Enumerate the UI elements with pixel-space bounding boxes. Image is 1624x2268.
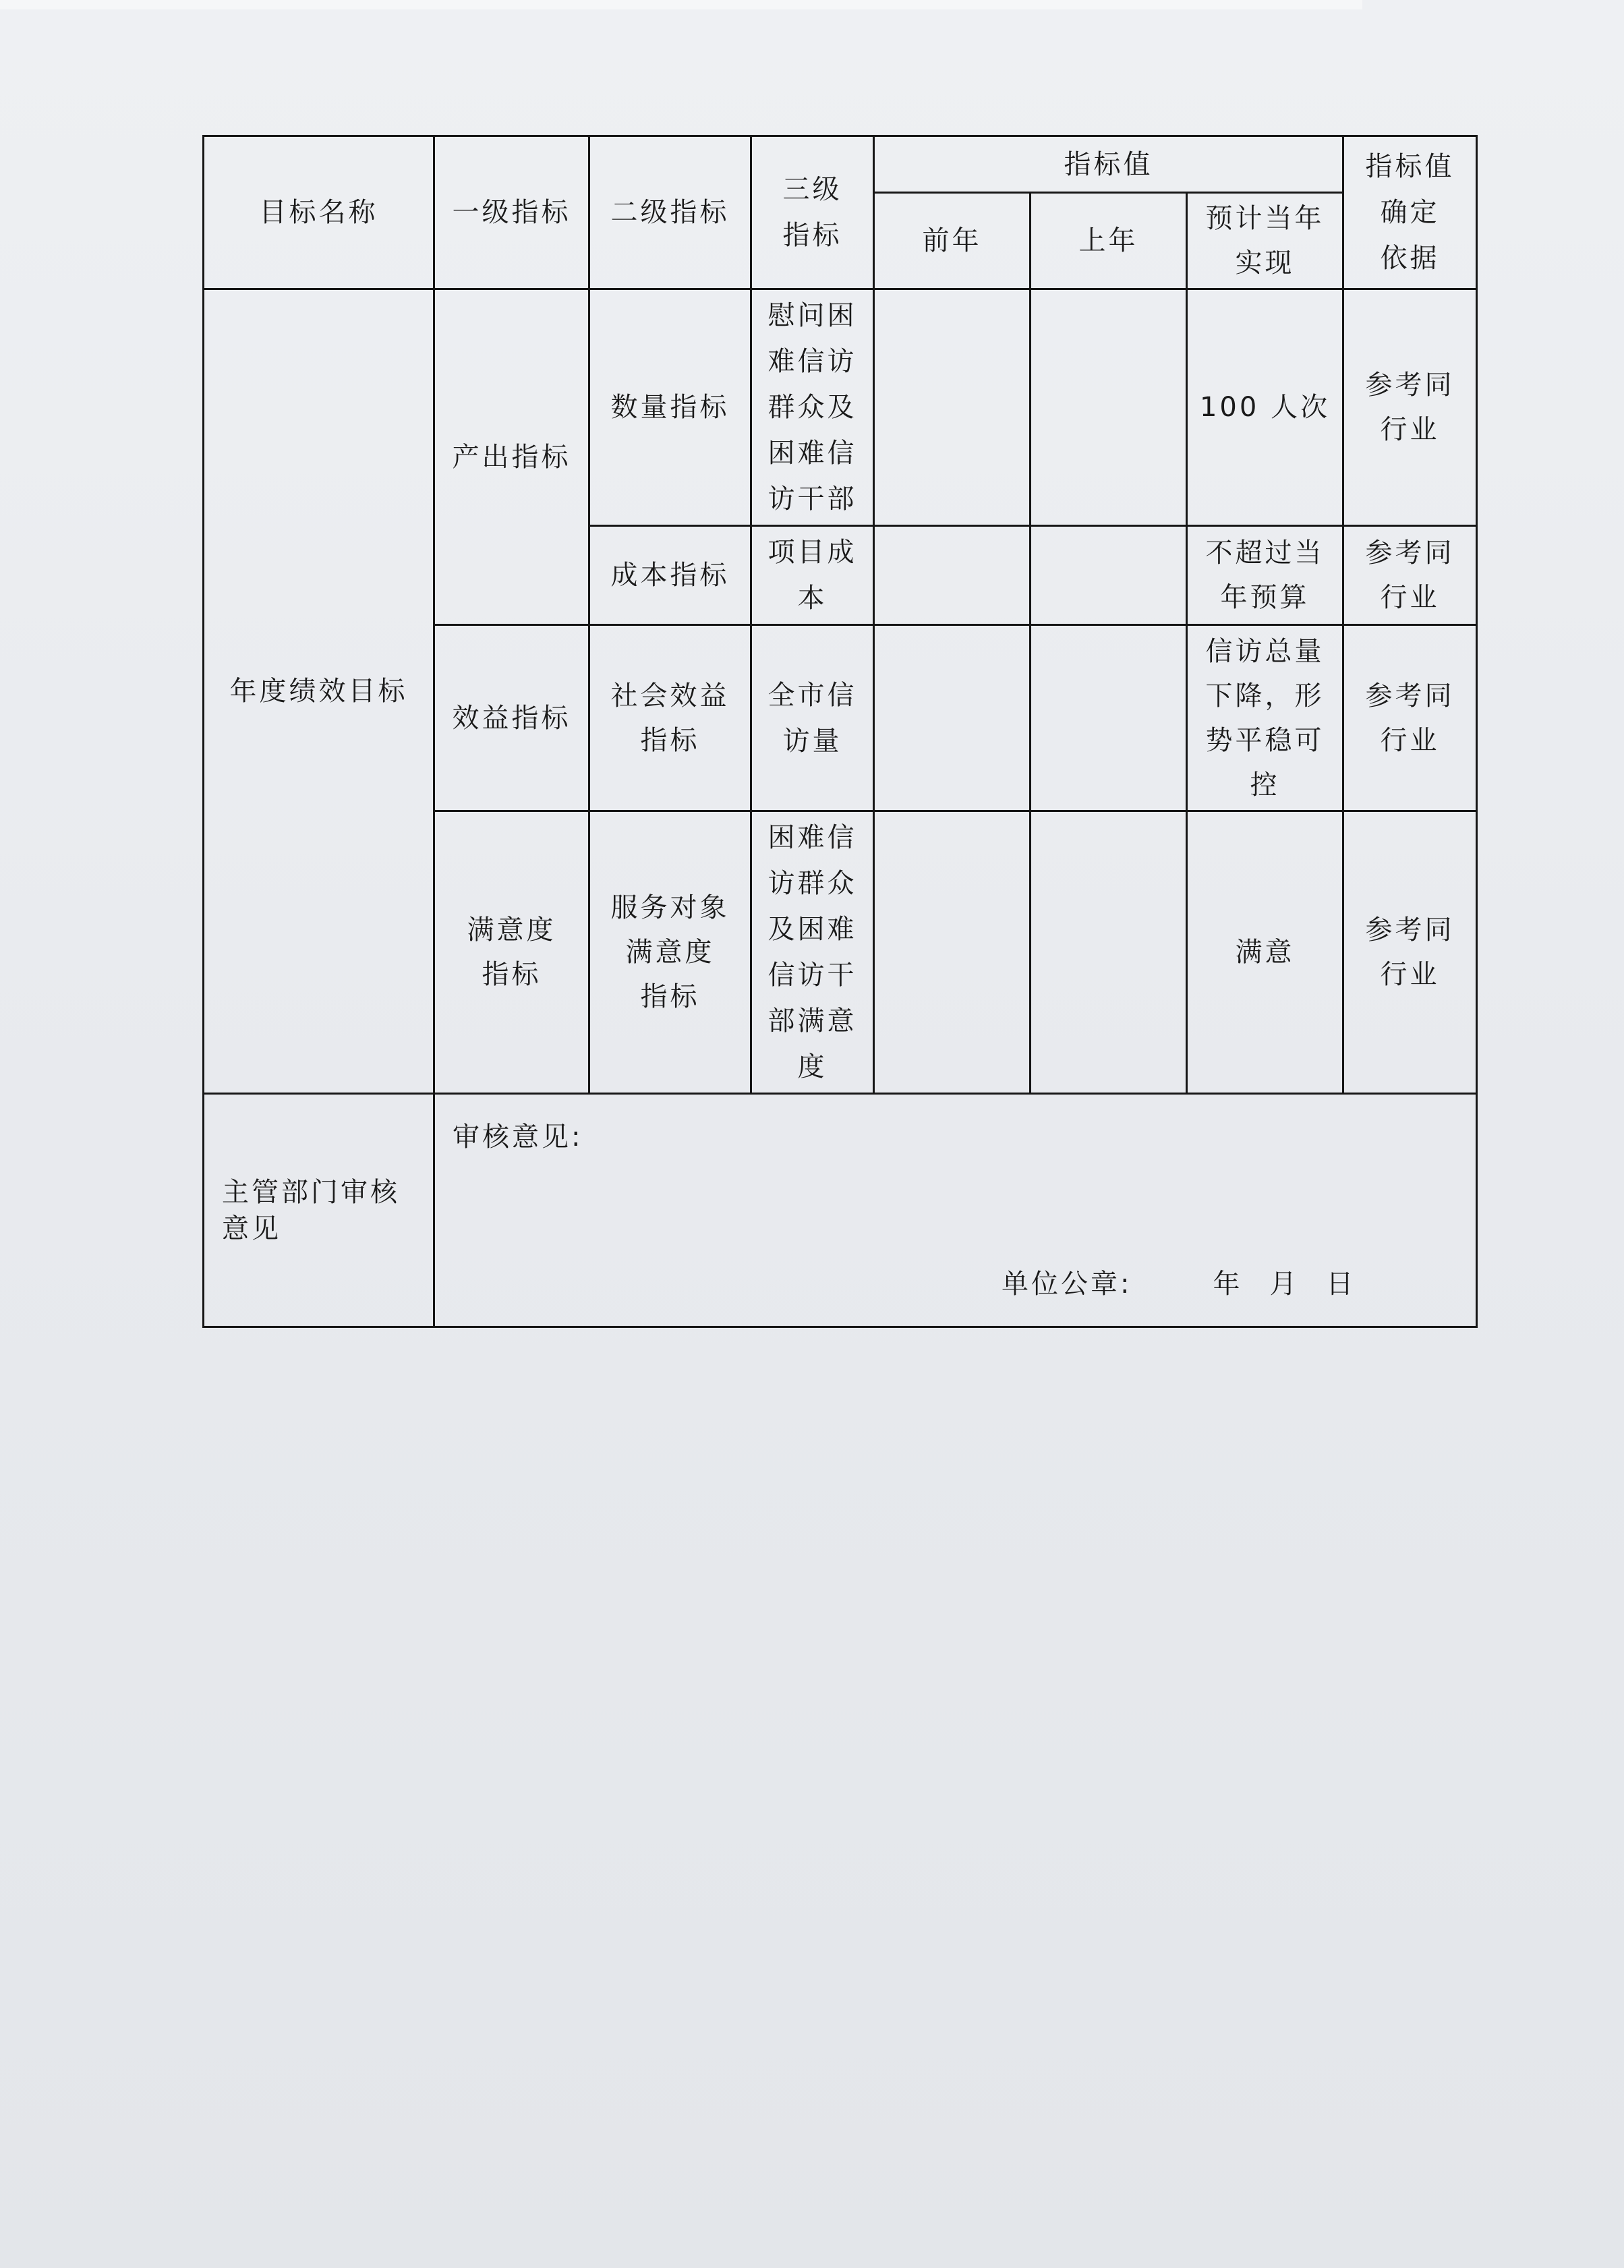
last-year-value [1031, 526, 1187, 625]
review-area [434, 1094, 1477, 1327]
header-last-year: 上年 [1031, 193, 1187, 289]
header-level1: 一级指标 [434, 136, 589, 289]
basis-value: 参考同 行业 [1343, 526, 1477, 625]
basis-value: 参考同 行业 [1343, 625, 1477, 811]
header-expected-current: 预计当年 实现 [1187, 193, 1343, 289]
year-label: 年 [1213, 1269, 1243, 1300]
expected-value: 100 人次 [1187, 289, 1343, 526]
header-year-before-last: 前年 [874, 193, 1031, 289]
last-year-value [1031, 289, 1187, 526]
level3-cell: 慰问困 难信访 群众及 困难信 访干部 [751, 289, 874, 526]
level3-cell: 困难信 访群众 及困难 信访干 部满意 度 [751, 811, 874, 1094]
level2-cell: 数量指标 [589, 289, 751, 526]
unit-seal-label: 单位公章: [1002, 1269, 1132, 1300]
header-basis: 指标值 确定 依据 [1343, 136, 1477, 289]
expected-value: 不超过当 年预算 [1187, 526, 1343, 625]
expected-value: 满意 [1187, 811, 1343, 1094]
level3-cell: 全市信 访量 [751, 625, 874, 811]
seal-date-line [1002, 1262, 1356, 1306]
top-page-edge [0, 0, 1362, 9]
benefit-indicator-cell: 效益指标 [434, 625, 589, 811]
year-before-last-value [874, 811, 1031, 1094]
level3-cell: 项目成 本 [751, 526, 874, 625]
year-before-last-value [874, 625, 1031, 811]
header-level2: 二级指标 [589, 136, 751, 289]
expected-value: 信访总量 下降，形 势平稳可 控 [1187, 625, 1343, 811]
level2-cell: 社会效益 指标 [589, 625, 751, 811]
level2-cell: 服务对象 满意度 指标 [589, 811, 751, 1094]
satisfaction-indicator-cell: 满意度 指标 [434, 811, 589, 1094]
year-before-last-value [874, 289, 1031, 526]
last-year-value [1031, 811, 1187, 1094]
dept-review-label: 主管部门审核 意见 [204, 1094, 434, 1327]
performance-target-table [202, 135, 1478, 1328]
day-label: 日 [1326, 1269, 1356, 1300]
output-indicator-cell: 产出指标 [434, 289, 589, 625]
basis-value: 参考同 行业 [1343, 289, 1477, 526]
month-label: 月 [1269, 1269, 1300, 1300]
basis-value: 参考同 行业 [1343, 811, 1477, 1094]
header-indicator-value: 指标值 [874, 136, 1343, 193]
seal-space [1159, 1262, 1186, 1306]
header-level3: 三级 指标 [751, 136, 874, 289]
review-opinion-label: 审核意见: [453, 1122, 583, 1153]
level2-cell: 成本指标 [589, 526, 751, 625]
header-target-name: 目标名称 [204, 136, 434, 289]
last-year-value [1031, 625, 1187, 811]
annual-goal-cell: 年度绩效目标 [204, 289, 434, 1094]
year-before-last-value [874, 526, 1031, 625]
